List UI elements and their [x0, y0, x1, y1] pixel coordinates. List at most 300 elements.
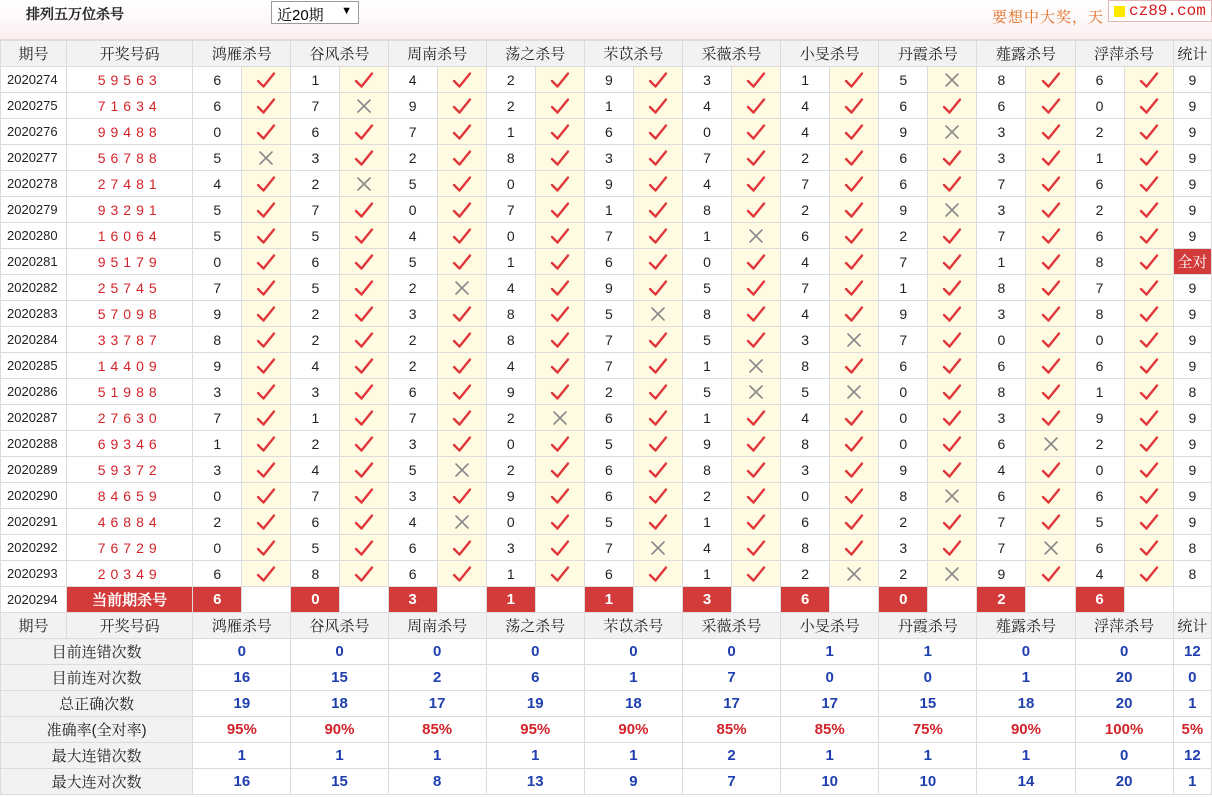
kill-number-cell: 2 [682, 483, 731, 509]
cross-icon [1043, 540, 1059, 556]
kill-number-cell: 4 [781, 249, 830, 275]
check-icon [550, 331, 570, 349]
draw-number-cell: 20349 [67, 561, 193, 587]
kill-number-cell: 7 [193, 275, 242, 301]
check-icon [256, 175, 276, 193]
check-icon [844, 461, 864, 479]
check-icon [354, 539, 374, 557]
summary-value: 16 [193, 665, 291, 691]
kill-number-cell: 7 [781, 171, 830, 197]
column-header: 采薇杀号 [682, 613, 780, 639]
hit-mark-cell [830, 171, 879, 197]
kill-number-cell: 0 [193, 535, 242, 561]
draw-number-cell: 76729 [67, 535, 193, 561]
check-icon [1041, 175, 1061, 193]
kill-number-cell: 3 [977, 119, 1026, 145]
kill-number-cell: 0 [486, 509, 535, 535]
hit-mark-cell [732, 327, 781, 353]
check-icon [844, 435, 864, 453]
miss-mark-cell [633, 301, 682, 327]
hit-mark-cell [242, 509, 291, 535]
table-row [1, 301, 1212, 327]
kill-number-cell: 7 [682, 145, 731, 171]
cross-icon [356, 176, 372, 192]
stat-cell: 全对 [1173, 249, 1211, 275]
hit-mark-cell [535, 327, 584, 353]
check-icon [550, 487, 570, 505]
kill-number-cell: 8 [1075, 249, 1124, 275]
check-icon [452, 435, 472, 453]
hit-mark-cell [340, 301, 388, 327]
hit-mark-cell [732, 509, 781, 535]
site-logo[interactable] [1108, 0, 1212, 22]
hit-mark-cell [242, 405, 291, 431]
kill-number-cell: 5 [388, 171, 437, 197]
check-icon [844, 279, 864, 297]
cross-icon [454, 462, 470, 478]
kill-number-cell: 7 [291, 483, 340, 509]
stat-cell: 9 [1173, 483, 1211, 509]
check-icon [746, 331, 766, 349]
kill-number-cell: 1 [291, 67, 340, 93]
current-kill-number: 6 [1075, 587, 1124, 613]
empty-cell [830, 587, 879, 613]
check-icon [256, 71, 276, 89]
hit-mark-cell [242, 535, 291, 561]
kill-number-cell: 0 [1075, 327, 1124, 353]
kill-number-cell: 2 [879, 561, 928, 587]
summary-value: 0 [388, 639, 486, 665]
kill-number-cell: 8 [977, 275, 1026, 301]
hit-mark-cell [437, 483, 486, 509]
draw-number-cell: 25745 [67, 275, 193, 301]
check-icon [746, 461, 766, 479]
table-row [1, 457, 1212, 483]
check-icon [354, 513, 374, 531]
hit-mark-cell [437, 405, 486, 431]
kill-number-cell: 3 [193, 379, 242, 405]
kill-number-cell: 9 [584, 171, 633, 197]
hit-mark-cell [1124, 379, 1173, 405]
summary-value: 1 [291, 743, 388, 769]
hit-mark-cell [437, 327, 486, 353]
kill-number-cell: 2 [388, 145, 437, 171]
kill-number-cell: 6 [879, 353, 928, 379]
kill-number-cell: 7 [977, 223, 1026, 249]
column-header: 鸿雁杀号 [193, 41, 291, 67]
period-cell: 2020283 [1, 301, 67, 327]
kill-number-cell: 2 [291, 327, 340, 353]
check-icon [1139, 435, 1159, 453]
check-icon [1041, 97, 1061, 115]
check-icon [256, 253, 276, 271]
summary-value: 7 [682, 665, 780, 691]
kill-number-cell: 4 [682, 171, 731, 197]
hit-mark-cell [535, 275, 584, 301]
check-icon [452, 123, 472, 141]
current-kill-number: 3 [682, 587, 731, 613]
miss-mark-cell [535, 405, 584, 431]
hit-mark-cell [1124, 93, 1173, 119]
hit-mark-cell [928, 405, 977, 431]
hit-mark-cell [535, 483, 584, 509]
kill-number-cell: 1 [193, 431, 242, 457]
check-icon [550, 435, 570, 453]
hit-mark-cell [535, 249, 584, 275]
hit-mark-cell [535, 535, 584, 561]
summary-value: 1 [388, 743, 486, 769]
kill-number-cell: 3 [682, 67, 731, 93]
hit-mark-cell [732, 249, 781, 275]
stat-cell: 9 [1173, 223, 1211, 249]
hit-mark-cell [340, 327, 388, 353]
hit-mark-cell [830, 67, 879, 93]
hit-mark-cell [242, 483, 291, 509]
kill-number-cell: 6 [388, 561, 437, 587]
check-icon [452, 305, 472, 323]
period-range-select[interactable] [271, 1, 359, 24]
summary-value: 100% [1075, 717, 1173, 743]
hit-mark-cell [340, 379, 388, 405]
check-icon [1139, 539, 1159, 557]
summary-value: 85% [388, 717, 486, 743]
current-kill-number: 0 [291, 587, 340, 613]
check-icon [1041, 461, 1061, 479]
check-icon [1041, 71, 1061, 89]
hit-mark-cell [340, 275, 388, 301]
table-row [1, 509, 1212, 535]
check-icon [1041, 253, 1061, 271]
check-icon [844, 487, 864, 505]
check-icon [354, 149, 374, 167]
kill-number-cell: 6 [584, 561, 633, 587]
period-cell: 2020292 [1, 535, 67, 561]
cross-icon [356, 98, 372, 114]
cross-icon [944, 72, 960, 88]
miss-mark-cell [437, 275, 486, 301]
top-bar [0, 0, 1212, 40]
stat-cell: 9 [1173, 301, 1211, 327]
check-icon [746, 409, 766, 427]
stat-cell: 9 [1173, 171, 1211, 197]
check-icon [1139, 487, 1159, 505]
kill-number-cell: 7 [486, 197, 535, 223]
stat-cell: 8 [1173, 379, 1211, 405]
check-icon [942, 97, 962, 115]
hit-mark-cell [535, 561, 584, 587]
kill-number-cell: 0 [193, 483, 242, 509]
summary-value: 1 [584, 665, 682, 691]
cross-icon [944, 202, 960, 218]
hit-mark-cell [830, 431, 879, 457]
hit-mark-cell [1026, 145, 1075, 171]
check-icon [354, 487, 374, 505]
kill-number-cell: 6 [584, 457, 633, 483]
kill-number-cell: 2 [1075, 197, 1124, 223]
kill-number-cell: 6 [193, 561, 242, 587]
check-icon [648, 253, 668, 271]
kill-number-cell: 6 [1075, 67, 1124, 93]
hit-mark-cell [928, 431, 977, 457]
summary-value: 95% [193, 717, 291, 743]
period-cell: 2020285 [1, 353, 67, 379]
hit-mark-cell [1124, 223, 1173, 249]
kill-number-cell: 4 [486, 275, 535, 301]
kill-number-cell: 1 [291, 405, 340, 431]
summary-value: 15 [291, 665, 388, 691]
kill-number-cell: 8 [291, 561, 340, 587]
kill-number-cell: 1 [486, 119, 535, 145]
period-cell: 2020291 [1, 509, 67, 535]
hit-mark-cell [732, 483, 781, 509]
summary-row [1, 691, 1212, 717]
kill-number-cell: 5 [193, 223, 242, 249]
kill-number-cell: 5 [388, 249, 437, 275]
hit-mark-cell [340, 561, 388, 587]
check-icon [256, 565, 276, 583]
hit-mark-cell [928, 327, 977, 353]
hit-mark-cell [830, 275, 879, 301]
period-cell: 2020279 [1, 197, 67, 223]
hit-mark-cell [633, 197, 682, 223]
check-icon [844, 97, 864, 115]
check-icon [1041, 279, 1061, 297]
hit-mark-cell [1026, 93, 1075, 119]
summary-value: 15 [879, 691, 977, 717]
check-icon [844, 71, 864, 89]
check-icon [844, 227, 864, 245]
check-icon [746, 97, 766, 115]
stat-cell: 8 [1173, 561, 1211, 587]
check-icon [452, 71, 472, 89]
kill-number-cell: 6 [1075, 171, 1124, 197]
summary-value: 0 [1075, 743, 1173, 769]
column-header: 周南杀号 [388, 613, 486, 639]
kill-number-cell: 4 [1075, 561, 1124, 587]
kill-number-cell: 5 [682, 379, 731, 405]
hit-mark-cell [928, 301, 977, 327]
summary-value: 19 [193, 691, 291, 717]
kill-number-cell: 0 [879, 431, 928, 457]
kill-number-cell: 2 [193, 509, 242, 535]
check-icon [1139, 409, 1159, 427]
stat-cell: 9 [1173, 93, 1211, 119]
miss-mark-cell [830, 561, 879, 587]
summary-label: 总正确次数 [1, 691, 193, 717]
column-header: 统计 [1173, 41, 1211, 67]
check-icon [1139, 565, 1159, 583]
check-icon [1139, 461, 1159, 479]
kill-number-cell: 5 [879, 67, 928, 93]
check-icon [1139, 123, 1159, 141]
stat-cell: 9 [1173, 327, 1211, 353]
kill-number-cell: 1 [682, 353, 731, 379]
check-icon [942, 461, 962, 479]
hit-mark-cell [535, 457, 584, 483]
column-header: 鸿雁杀号 [193, 613, 291, 639]
summary-stat: 0 [1173, 665, 1211, 691]
hit-mark-cell [437, 119, 486, 145]
hit-mark-cell [732, 535, 781, 561]
cross-icon [944, 124, 960, 140]
hit-mark-cell [535, 119, 584, 145]
summary-value: 2 [388, 665, 486, 691]
hit-mark-cell [1124, 509, 1173, 535]
kill-number-cell: 6 [879, 93, 928, 119]
column-header: 芣苡杀号 [584, 41, 682, 67]
hit-mark-cell [732, 275, 781, 301]
kill-number-cell: 3 [781, 327, 830, 353]
summary-value: 8 [388, 769, 486, 795]
hit-mark-cell [1124, 535, 1173, 561]
hit-mark-cell [242, 249, 291, 275]
cross-icon [650, 540, 666, 556]
kill-number-cell: 7 [388, 405, 437, 431]
hit-mark-cell [928, 93, 977, 119]
kill-number-cell: 8 [486, 145, 535, 171]
kill-number-cell: 6 [781, 223, 830, 249]
summary-value: 20 [1075, 691, 1173, 717]
hit-mark-cell [535, 67, 584, 93]
check-icon [942, 175, 962, 193]
hit-mark-cell [732, 67, 781, 93]
kill-number-cell: 0 [193, 249, 242, 275]
summary-row [1, 769, 1212, 795]
cross-icon [552, 410, 568, 426]
kill-number-cell: 8 [781, 431, 830, 457]
hit-mark-cell [732, 197, 781, 223]
check-icon [942, 513, 962, 531]
check-icon [550, 71, 570, 89]
check-icon [256, 123, 276, 141]
hit-mark-cell [437, 431, 486, 457]
hit-mark-cell [437, 301, 486, 327]
miss-mark-cell [1026, 535, 1075, 561]
draw-number-cell: 84659 [67, 483, 193, 509]
kill-number-cell: 0 [682, 249, 731, 275]
check-icon [648, 461, 668, 479]
hit-mark-cell [437, 353, 486, 379]
check-icon [354, 305, 374, 323]
hit-mark-cell [928, 457, 977, 483]
cross-icon [454, 514, 470, 530]
hit-mark-cell [830, 483, 879, 509]
hit-mark-cell [535, 223, 584, 249]
kill-number-cell: 6 [388, 535, 437, 561]
period-cell: 2020276 [1, 119, 67, 145]
hit-mark-cell [535, 197, 584, 223]
period-cell: 2020286 [1, 379, 67, 405]
kill-number-cell: 3 [388, 301, 437, 327]
hit-mark-cell [1026, 249, 1075, 275]
hit-mark-cell [1026, 223, 1075, 249]
check-icon [550, 149, 570, 167]
check-icon [256, 357, 276, 375]
hit-mark-cell [242, 561, 291, 587]
check-icon [1041, 123, 1061, 141]
empty-cell [340, 587, 388, 613]
kill-number-cell: 5 [584, 431, 633, 457]
column-header: 周南杀号 [388, 41, 486, 67]
kill-number-cell: 0 [486, 171, 535, 197]
summary-value: 0 [682, 639, 780, 665]
kill-number-cell: 5 [291, 275, 340, 301]
kill-number-cell: 0 [388, 197, 437, 223]
check-icon [452, 227, 472, 245]
stat-cell: 9 [1173, 405, 1211, 431]
stat-cell: 9 [1173, 509, 1211, 535]
summary-value: 10 [781, 769, 879, 795]
check-icon [1139, 383, 1159, 401]
kill-number-cell: 3 [977, 145, 1026, 171]
logo-text: cz89.com [1129, 2, 1206, 20]
summary-row [1, 639, 1212, 665]
hit-mark-cell [340, 353, 388, 379]
summary-value: 10 [879, 769, 977, 795]
summary-value: 1 [977, 665, 1075, 691]
hit-mark-cell [340, 483, 388, 509]
kill-number-cell: 6 [584, 483, 633, 509]
kill-number-cell: 9 [879, 119, 928, 145]
hit-mark-cell [1026, 483, 1075, 509]
summary-stat: 1 [1173, 691, 1211, 717]
summary-header-row [1, 613, 1212, 639]
kill-number-cell: 9 [682, 431, 731, 457]
hit-mark-cell [242, 171, 291, 197]
summary-value: 14 [977, 769, 1075, 795]
check-icon [256, 539, 276, 557]
column-header: 荡之杀号 [486, 41, 584, 67]
stat-cell: 9 [1173, 353, 1211, 379]
check-icon [648, 149, 668, 167]
table-row [1, 405, 1212, 431]
check-icon [256, 201, 276, 219]
kill-number-cell: 3 [977, 301, 1026, 327]
hit-mark-cell [437, 379, 486, 405]
kill-number-cell: 1 [781, 67, 830, 93]
summary-value: 95% [486, 717, 584, 743]
cross-icon [846, 384, 862, 400]
hit-mark-cell [1124, 145, 1173, 171]
hit-mark-cell [928, 379, 977, 405]
column-header: 薤露杀号 [977, 613, 1075, 639]
hit-mark-cell [437, 197, 486, 223]
draw-number-cell: 95179 [67, 249, 193, 275]
period-cell: 2020277 [1, 145, 67, 171]
check-icon [452, 409, 472, 427]
kill-number-cell: 5 [584, 301, 633, 327]
hit-mark-cell [633, 223, 682, 249]
kill-number-cell: 7 [584, 223, 633, 249]
check-icon [256, 279, 276, 297]
check-icon [256, 461, 276, 479]
summary-value: 7 [682, 769, 780, 795]
table-row [1, 249, 1212, 275]
summary-label: 目前连对次数 [1, 665, 193, 691]
kill-number-cell: 7 [977, 509, 1026, 535]
check-icon [942, 305, 962, 323]
hit-mark-cell [437, 535, 486, 561]
stat-cell: 9 [1173, 275, 1211, 301]
check-icon [354, 71, 374, 89]
kill-number-cell: 2 [486, 405, 535, 431]
summary-value: 90% [584, 717, 682, 743]
kill-number-cell: 2 [486, 457, 535, 483]
check-icon [550, 175, 570, 193]
check-icon [550, 227, 570, 245]
check-icon [942, 227, 962, 245]
column-header: 芣苡杀号 [584, 613, 682, 639]
